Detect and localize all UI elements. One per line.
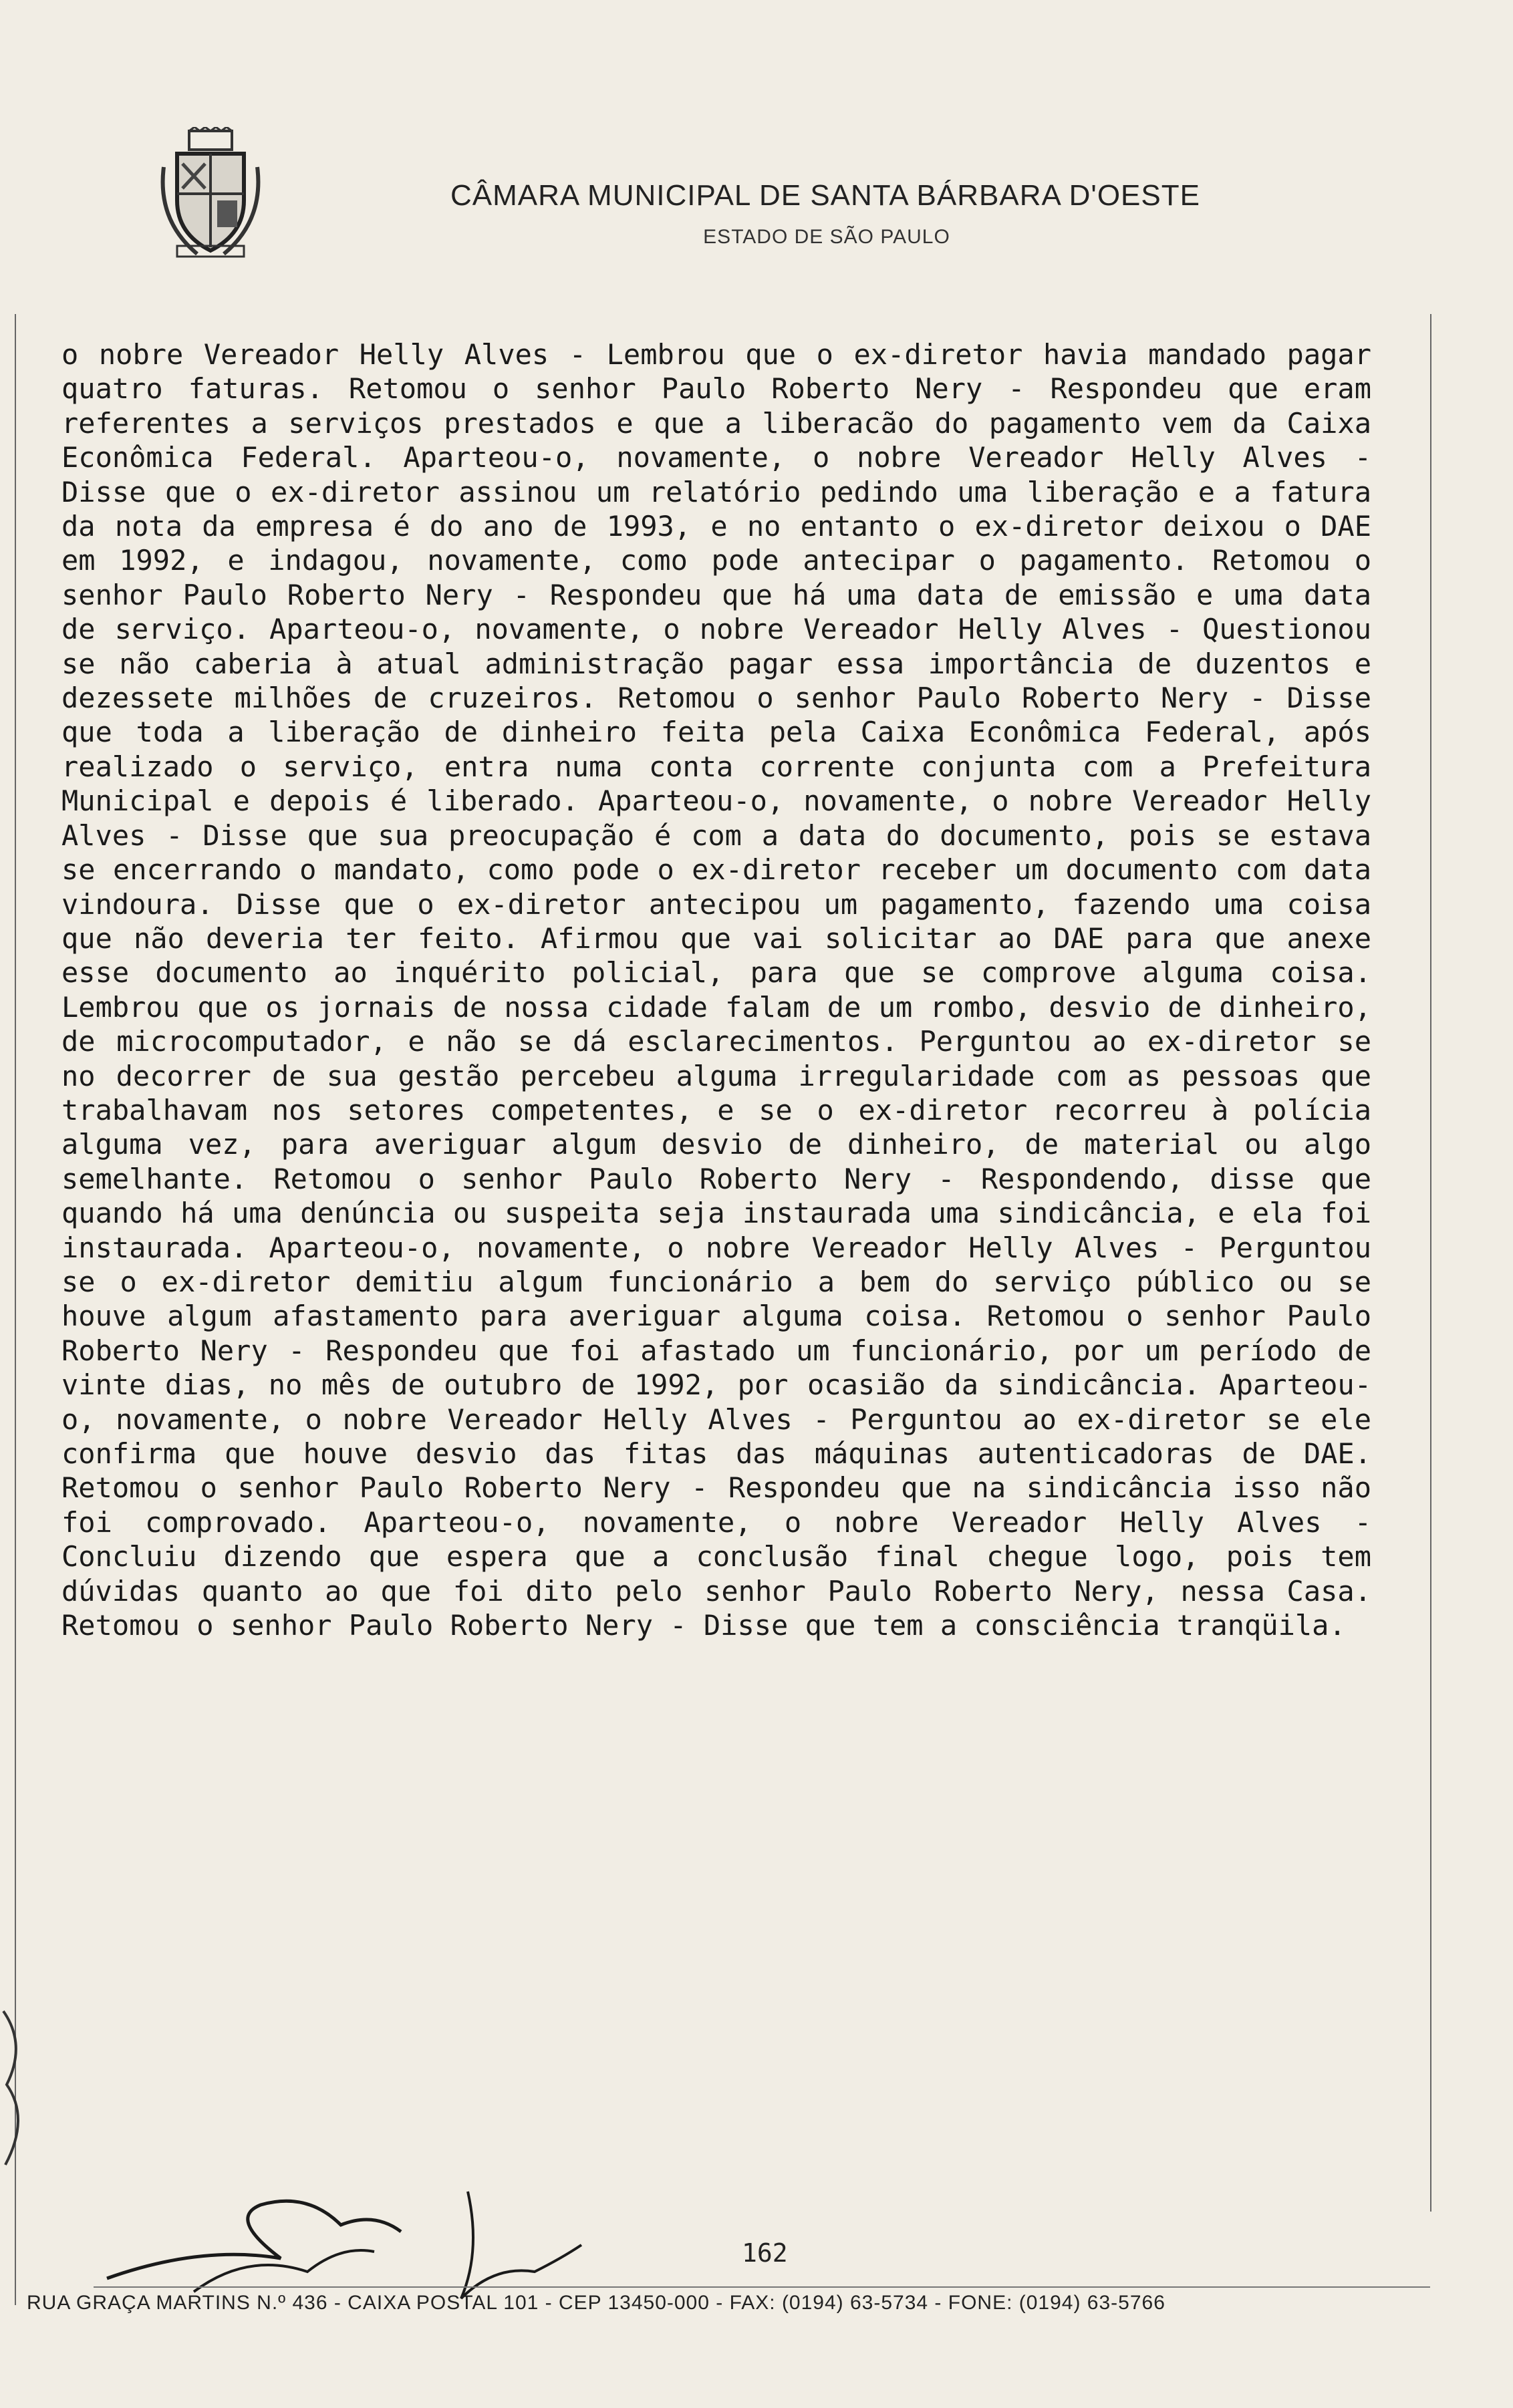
minutes-paragraph: o nobre Vereador Helly Alves - Lembrou que o ex-diretor havia mandado pagar quatro faturas. Retomou o senhor Paulo Roberto Nery - Respondeu que eram referentes a serviços prestados e que a liberacão do pagamento vem da Caixa Econômica Federal. Aparteou-o, novamente, o nobre Vereador Helly Alves - Disse que o ex-diretor assinou um relatório pedindo uma liberação e a fatura da nota da empresa é do ano de 1993, e no entanto o ex-diretor deixou o DAE em 1992, e indagou, novamente, como pode antecipar o pagamento. Retomou o senhor Paulo Roberto Nery - Respondeu que há uma data de emissão e uma data de serviço. Aparteou-o, novamente, o nobre Vereador Helly Alves - Questionou se não caberia à atual administração pagar essa importância de duzentos e dezessete milhões de cruzeiros. Retomou o senhor Paulo Roberto Nery - Disse que toda a liberação de dinheiro feita pela Caixa Econômica Federal, após realizado o serviço, entra numa conta corrente conjunta com a Prefeitura Municipal e depois é liberado. Aparteou-o, novamente, o nobre Vereador Helly Alves - Disse que sua preocupação é com a data do documento, pois se estava se encerrando o mandato, como pode o ex-diretor receber um documento com data vindoura. Disse que o ex-diretor antecipou um pagamento, fazendo uma coisa que não deveria ter feito. Afirmou que vai solicitar ao DAE para que anexe esse documento ao inquérito policial, para que se comprove alguma coisa. Lembrou que os jornais de nossa cidade falam de um rombo, desvio de dinheiro, de microcomputador, e não se dá esclarecimentos. Perguntou ao ex-diretor se no decorrer de sua gestão percebeu alguma irregularidade com as pessoas que trabalhavam nos setores competentes, e se o ex-diretor recorreu à polícia alguma vez, para averiguar algum desvio de dinheiro, de material ou algo semelhante. Retomou o senhor Paulo Roberto Nery - Respondendo, disse que quando há uma denúncia ou suspeita seja instaurada uma sindicância, e ela foi instaurada. Aparteou-o, novamente, o nobre Vereador Helly Alves - Perguntou se o ex-diretor demitiu algum funcionário a bem do serviço público ou se houve algum afastamento para averiguar alguma coisa. Retomou o senhor Paulo Roberto Nery - Respondeu que foi afastado um funcionário, por um período de vinte dias, no mês de outubro de 1992, por ocasião da sindicância. Aparteou-o, novamente, o nobre Vereador Helly Alves - Perguntou ao ex-diretor se ele confirma que houve desvio das fitas das máquinas autenticadoras de DAE. Retomou o senhor Paulo Roberto Nery - Respondeu que na sindicância isso não foi comprovado. Aparteou-o, novamente, o nobre Vereador Helly Alves - Concluiu dizendo que espera que a conclusão final chegue logo, pois tem dúvidas quanto ao que foi dito pelo senhor Paulo Roberto Nery, nessa Casa. Retomou o senhor Paulo Roberto Nery - Disse que tem a consciência tranqüila. (61, 338, 1371, 1642)
margin-signature-mark (0, 2004, 40, 2171)
right-margin-rule (1430, 314, 1431, 2212)
institution-name: CÂMARA MUNICIPAL DE SANTA BÁRBARA D'OESTE (450, 179, 1200, 212)
footer-address: RUA GRAÇA MARTINS N.º 436 - CAIXA POSTAL 101 - CEP 13450-000 - FAX: (0194) 63-5734 - FONE: (0194) 63-5766 (27, 2292, 1165, 2314)
state-name: ESTADO DE SÃO PAULO (703, 226, 950, 248)
footer-rule (94, 2286, 1430, 2288)
minutes-text-block (61, 337, 1371, 1642)
page-number: 162 (742, 2238, 788, 2268)
